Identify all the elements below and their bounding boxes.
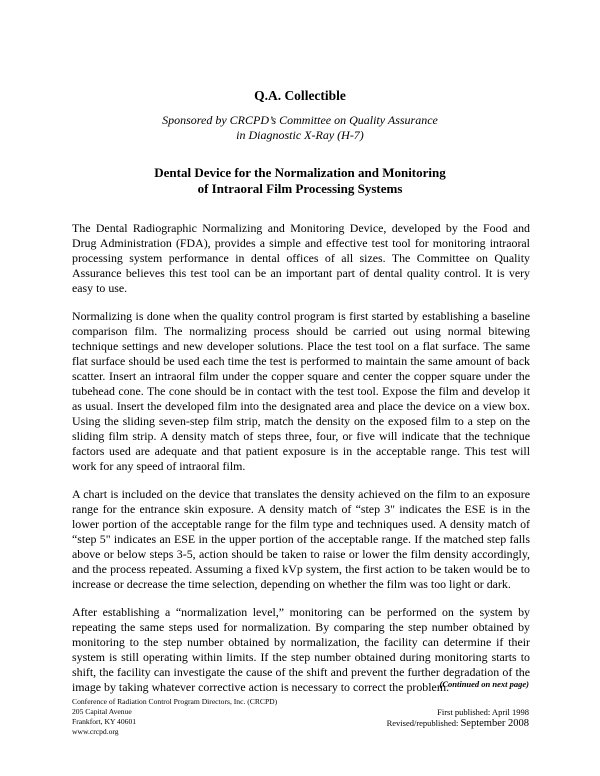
paragraph-intro: The Dental Radiographic Normalizing and Monitoring Device, developed by the Food and Drug Administration (FDA), provides a simple and effective test tool for monitoring intraoral processing system performance in dental offices of all sizes. The Committee on Quality Assurance believes this test tool can be an important part of dental quality control. It is very easy to use.: [72, 221, 530, 295]
sponsor-line-2: in Diagnostic X-Ray (H-7): [236, 128, 364, 142]
revised-date: September 2008: [460, 718, 529, 729]
paragraph-monitoring: After establishing a “normalization level,” monitoring can be performed on the system by repeating the same steps used for normalization. By comparing the step number obtained by monitoring to the step number obtained by normalization, the facility can determine if their system is still operating within limits. If the step number obtained during monitoring starts to shift, the facility can investigate the cause of the shift and prevent the further degradation of the image by taking whatever corrective action is necessary to correct the problem.: [72, 605, 530, 694]
sponsor-statement: [0, 113, 600, 143]
paragraph-chart: A chart is included on the device that translates the density achieved on the film to an exposure range for the entrance skin exposure. A density match of “step 3" indicates the ESE is in the lower portion of the acceptable range for the film type and techniques used. A density match of “step 5" indicates an ESE in the upper portion of the acceptable range. If the matched step falls above or below steps 3-5, action should be taken to raise or lower the film density accordingly, and the process repeated. Assuming a fixed kVp system, the first action to be taken would be to increase or decrease the time selection, depending on whether the film was too light or dark.: [72, 487, 530, 591]
footer-address-city: Frankfort, KY 40601: [72, 717, 137, 726]
document-title-line-2: of Intraoral Film Processing Systems: [197, 181, 403, 196]
document-title: [0, 165, 600, 197]
document-title-line-1: Dental Device for the Normalization and Monitoring: [154, 165, 446, 180]
page-title: Q.A. Collectible: [254, 88, 346, 103]
sponsor-line-1: Sponsored by CRCPD’s Committee on Quality Assurance: [162, 113, 438, 127]
footer-publication: [387, 707, 529, 729]
footer-org-name: Conference of Radiation Control Program Directors, Inc. (CRCPD): [72, 697, 278, 706]
footer-organization: [72, 697, 277, 737]
revised-published: [387, 718, 529, 729]
first-published: First published: April 1998: [437, 707, 529, 717]
paragraph-normalizing: Normalizing is done when the quality control program is first started by establishing a baseline comparison film. The normalizing process should be carried out using normal bitewing technique settings and new developer solutions. Place the test tool on a flat surface. The same flat surface should be used each time the test is performed to maintain the same amount of back scatter. Insert an intraoral film under the copper square and center the copper square under the tubehead cone. The cone should be in contact with the test tool. Expose the film and develop it as usual. Insert the developed film into the designated area and place the device on a view box. Using the sliding seven-step film strip, match the density on the exposed film to a step on the sliding film strip. A density match of steps three, four, or five will indicate that the technique factors used are adequate and that patient exposure is in the acceptable range. This test will work for any speed of intraoral film.: [72, 309, 530, 473]
body-text: [72, 221, 530, 708]
footer-address-street: 205 Capital Avenue: [72, 707, 132, 716]
footer-website: www.crcpd.org: [72, 727, 119, 736]
continued-note: (Continued on next page): [439, 679, 529, 689]
revised-label: Revised/republished:: [386, 718, 461, 728]
